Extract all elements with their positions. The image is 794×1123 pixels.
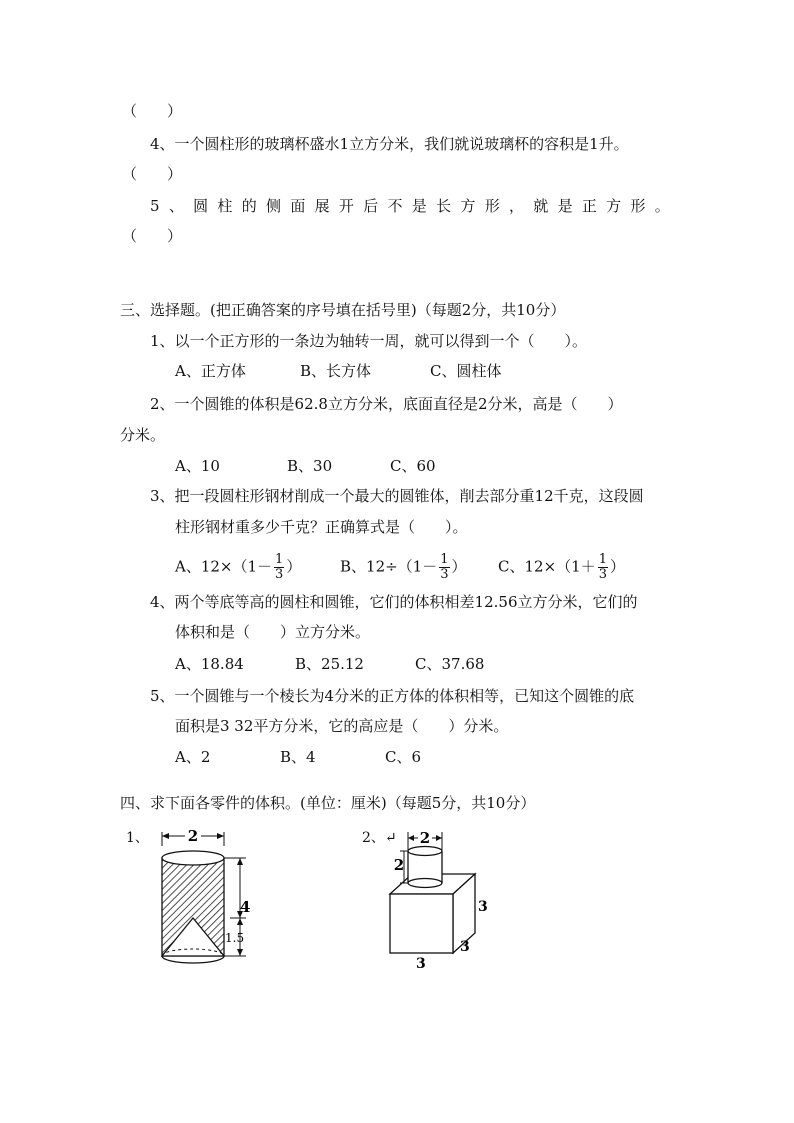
s3-q5-stem: 5、一个圆锥与一个棱长为4分米的正方体的体积相等，已知这个圆锥的底 bbox=[150, 687, 635, 705]
fraction-one-third: $\frac{1}{3}$ bbox=[598, 552, 607, 582]
q5-char: 。 bbox=[654, 197, 670, 215]
s3-q3-option-a: A、12×（1－ $\frac{1}{3}$ ） bbox=[175, 552, 302, 582]
s3-q4-stem: 4、两个等底等高的圆柱和圆锥，它们的体积相差12.56立方分米，它们的 bbox=[150, 593, 638, 611]
fraction-one-third: $\frac{1}{3}$ bbox=[275, 552, 284, 582]
fig2-bottom-dim: 3 bbox=[416, 956, 426, 971]
section4-title: 四、求下面各零件的体积。(单位：厘米)（每题5分，共10分） bbox=[120, 794, 536, 812]
s3-q5-option-b: B、4 bbox=[280, 748, 316, 766]
q5-char: 展 bbox=[314, 197, 330, 215]
fig1-cone-height-dim: 1.5 bbox=[225, 931, 245, 945]
s3-q3-option-b: B、12÷（1－ $\frac{1}{3}$ ） bbox=[340, 552, 467, 582]
fig1-label: 1、 bbox=[126, 830, 149, 846]
judge-q4-text: 4、一个圆柱形的玻璃杯盛水1立方分米，我们就说玻璃杯的容积是1升。 bbox=[150, 135, 629, 153]
s3-q3-stem-cont: 柱形钢材重多少千克？正确算式是（ ）。 bbox=[175, 518, 468, 536]
fig2-depth-dim: 3 bbox=[460, 939, 470, 955]
q5-char: 就 bbox=[533, 197, 549, 215]
s3-q2-option-b: B、30 bbox=[287, 457, 333, 475]
judge-q5-paren: （ ） bbox=[122, 227, 183, 245]
fig1-top-dim: 2 bbox=[187, 827, 199, 845]
s3-q1-option-a: A、正方体 bbox=[175, 362, 246, 380]
s3-q2-option-c: C、60 bbox=[390, 457, 436, 475]
q5-char: 柱 bbox=[217, 197, 233, 215]
fig2-cyl-height-dim: 2 bbox=[393, 856, 405, 874]
q5-char: 方 bbox=[460, 197, 476, 215]
cube-cylinder-figure bbox=[360, 826, 500, 971]
s3-q3-option-c: C、12×（1＋ $\frac{1}{3}$ ） bbox=[498, 552, 625, 582]
q5-char: 是 bbox=[557, 197, 573, 215]
judge-q4-paren: （ ） bbox=[122, 165, 183, 183]
section3-title: 三、选择题。(把正确答案的序号填在括号里)（每题2分，共10分） bbox=[120, 301, 566, 319]
fig2-label: 2、↵ bbox=[362, 830, 397, 846]
q5-char: 面 bbox=[290, 197, 306, 215]
fig1-height-dim: 4 bbox=[240, 898, 251, 916]
q5-char: 、 bbox=[168, 197, 184, 215]
s3-q5-option-a: A、2 bbox=[175, 748, 211, 766]
q5-char: 方 bbox=[606, 197, 622, 215]
q5-char: 5 bbox=[150, 197, 160, 215]
s3-q5-option-c: C、6 bbox=[385, 748, 422, 766]
q5-char: ， bbox=[508, 197, 524, 215]
judge-q5-text bbox=[150, 196, 670, 216]
s3-q1-option-c: C、圆柱体 bbox=[430, 362, 502, 380]
q5-char: 的 bbox=[241, 197, 257, 215]
q5-char: 开 bbox=[338, 197, 354, 215]
s3-q4-stem-cont: 体积和是（ ）立方分米。 bbox=[175, 623, 371, 641]
s3-q3-stem: 3、把一段圆柱形钢材削成一个最大的圆锥体，削去部分重12千克，这段圆 bbox=[150, 487, 644, 505]
s3-q1-stem: 1、以一个正方形的一条边为轴转一周，就可以得到一个（ ）。 bbox=[150, 332, 588, 350]
q5-char: 形 bbox=[630, 197, 646, 215]
q5-char: 侧 bbox=[266, 197, 282, 215]
q5-char: 后 bbox=[363, 197, 379, 215]
q5-char: 长 bbox=[436, 197, 452, 215]
q5-char: 正 bbox=[581, 197, 597, 215]
fig2-side-dim: 3 bbox=[478, 899, 488, 915]
s3-q2-stem: 2、一个圆锥的体积是62.8立方分米，底面直径是2分米，高是（ ） bbox=[150, 395, 623, 413]
fig2-top-dim: 2 bbox=[419, 829, 431, 847]
cylinder-cone-figure bbox=[140, 826, 270, 976]
judge-q3-paren: （ ） bbox=[122, 102, 183, 120]
fraction-one-third: $\frac{1}{3}$ bbox=[440, 552, 449, 582]
q5-char: 圆 bbox=[193, 197, 209, 215]
s3-q2-stem-cont: 分米。 bbox=[120, 426, 166, 444]
q5-char: 形 bbox=[484, 197, 500, 215]
s3-q4-option-a: A、18.84 bbox=[175, 655, 244, 673]
s3-q1-option-b: B、长方体 bbox=[300, 362, 372, 380]
s3-q2-option-a: A、10 bbox=[175, 457, 220, 475]
s3-q4-option-c: C、37.68 bbox=[415, 655, 485, 673]
s3-q5-stem-cont: 面积是3 32平方分米，它的高应是（ ）分米。 bbox=[175, 717, 509, 735]
q5-char: 不 bbox=[387, 197, 403, 215]
q5-char: 是 bbox=[411, 197, 427, 215]
s3-q4-option-b: B、25.12 bbox=[295, 655, 364, 673]
